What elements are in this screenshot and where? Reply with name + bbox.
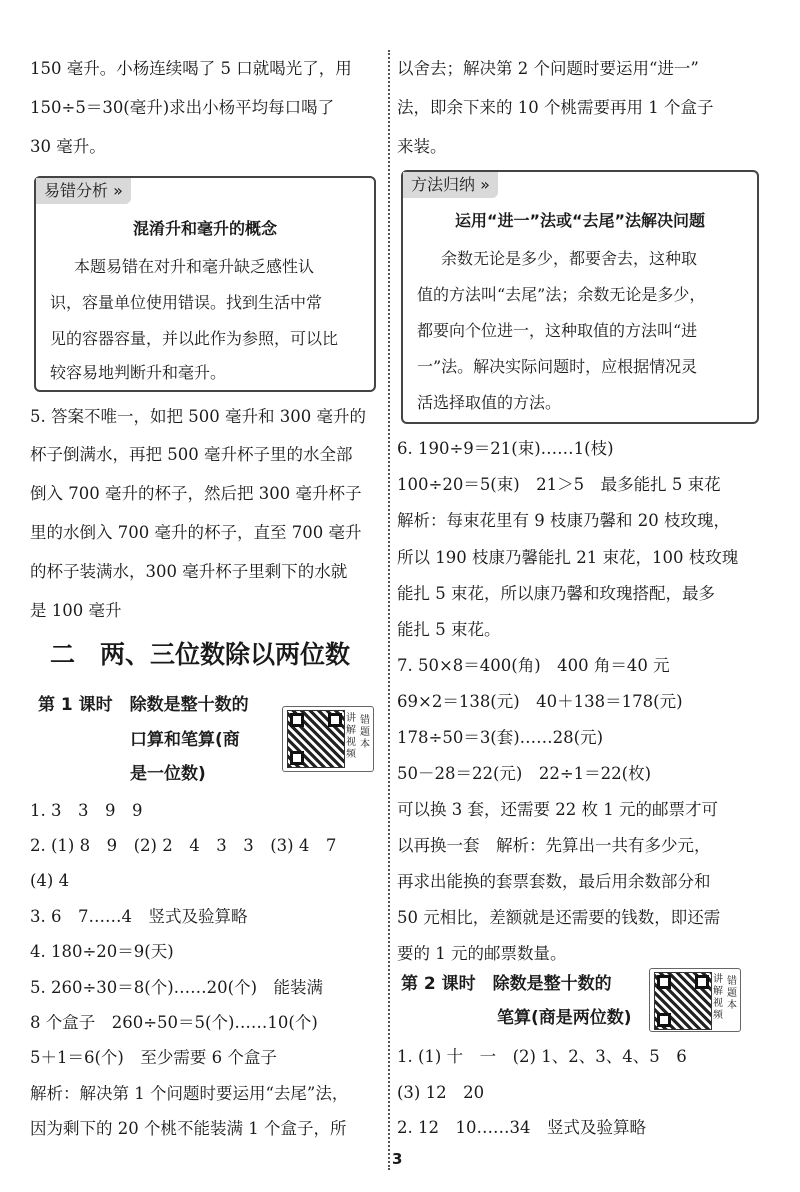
qr-label: 错 题 本 [727, 976, 737, 1011]
answer-line: 5. 260÷30＝8(个)……20(个) 能装满 [30, 978, 324, 997]
answer-line: 要的 1 元的邮票数量。 [397, 944, 567, 963]
box-text-line: 一”法。解决实际问题时，应根据情况灵 [417, 357, 698, 376]
answer-line: 能扎 5 束花，所以康乃馨和玫瑰搭配，最多 [397, 584, 715, 603]
box-text-line: 较容易地判断升和毫升。 [50, 363, 227, 382]
text-line: 以舍去；解决第 2 个问题时要运用“进一” [397, 59, 699, 78]
page-number: 3 [392, 1150, 403, 1168]
section-title: 二 两、三位数除以两位数 [50, 640, 351, 669]
answer-line: 杯子倒满水，再把 500 毫升杯子里的水全部 [30, 445, 353, 464]
answer-line: 再求出能换的套票套数，最后用余数部分和 [397, 872, 711, 891]
box-text-line: 识，容量单位使用错误。找到生活中常 [50, 293, 323, 312]
answer-line: 倒入 700 毫升的杯子，然后把 300 毫升杯子 [30, 484, 362, 503]
lesson-title: 笔算(商是两位数) [497, 1008, 632, 1028]
answer-line: (3) 12 20 [397, 1083, 485, 1102]
qr-code-icon[interactable] [654, 972, 712, 1030]
answer-line: 6. 190÷9＝21(束)……1(枝) [397, 439, 614, 458]
answer-line: 是 100 毫升 [30, 601, 122, 620]
answer-line: 5. 答案不唯一，如把 500 毫升和 300 毫升的 [30, 407, 366, 426]
box-text-line: 值的方法叫“去尾”法；余数无论是多少， [417, 285, 706, 304]
answer-line: 5＋1＝6(个) 至少需要 6 个盒子 [30, 1048, 277, 1067]
answer-line: 100÷20＝5(束) 21＞5 最多能扎 5 束花 [397, 475, 721, 494]
answer-line: 2. 12 10……34 竖式及验算略 [397, 1118, 646, 1137]
answer-line: 4. 180÷20＝9(天) [30, 942, 174, 961]
box-text-line: 活选择取值的方法。 [417, 393, 562, 412]
box-text-line: 都要向个位进一，这种取值的方法叫“进 [417, 321, 698, 340]
answer-line: 1. 3 3 9 9 [30, 801, 143, 820]
answer-line: 能扎 5 束花。 [397, 620, 501, 639]
error-analysis-tag: 易错分析 » [36, 178, 131, 204]
lesson-title: 第 1 课时 除数是整十数的 [38, 695, 249, 715]
method-summary-box [401, 170, 759, 424]
text-line: 150÷5＝30(毫升)求出小杨平均每口喝了 [30, 98, 335, 117]
lesson-title: 是一位数) [130, 764, 206, 784]
box-text-line: 本题易错在对升和毫升缺乏感性认 [74, 257, 315, 276]
answer-line: 解析：每束花里有 9 枝康乃馨和 20 枝玫瑰， [397, 511, 730, 530]
qr-code-panel[interactable] [649, 968, 741, 1032]
lesson-title: 口算和笔算(商 [130, 730, 240, 750]
answer-line: 因为剩下的 20 个桃不能装满 1 个盒子，所 [30, 1119, 347, 1138]
qr-label: 讲 解 视 频 [713, 974, 723, 1021]
method-summary-tag: 方法归纳 » [403, 172, 498, 198]
text-line: 法，即余下来的 10 个桃需要再用 1 个盒子 [397, 98, 714, 117]
text-line: 来装。 [397, 137, 447, 156]
answer-line: 可以换 3 套，还需要 22 枚 1 元的邮票才可 [397, 800, 718, 819]
answer-line: 1. (1) 十 一 (2) 1、2、3、4、5 6 [397, 1047, 687, 1066]
qr-label: 错 题 本 [360, 715, 370, 750]
qr-label: 讲 解 视 频 [346, 713, 356, 760]
answer-line: 178÷50＝3(套)……28(元) [397, 728, 604, 747]
qr-code-panel[interactable] [282, 706, 374, 772]
answer-line: 所以 190 枝康乃馨能扎 21 束花，100 枝玫瑰 [397, 548, 739, 567]
answer-line: 50－28＝22(元) 22÷1＝22(枚) [397, 764, 652, 783]
text-line: 30 毫升。 [30, 137, 106, 156]
box-text-line: 余数无论是多少，都要舍去，这种取 [441, 249, 698, 268]
answer-line: 以再换一套 解析：先算出一共有多少元， [397, 836, 711, 855]
error-analysis-box [34, 176, 376, 392]
answer-line: (4) 4 [30, 871, 70, 890]
answer-line: 解析：解决第 1 个问题时要运用“去尾”法， [30, 1084, 349, 1103]
answer-line: 7. 50×8＝400(角) 400 角＝40 元 [397, 656, 670, 675]
answer-line: 的杯子装满水，300 毫升杯子里剩下的水就 [30, 562, 348, 581]
qr-code-icon[interactable] [287, 710, 345, 768]
answer-line: 8 个盒子 260÷50＝5(个)……10(个) [30, 1013, 318, 1032]
answer-line: 里的水倒入 700 毫升的杯子，直至 700 毫升 [30, 523, 362, 542]
method-summary-title: 运用“进一”法或“去尾”法解决问题 [454, 211, 706, 230]
answer-line: 3. 6 7……4 竖式及验算略 [30, 907, 248, 926]
box-text-line: 见的容器容量，并以此作为参照，可以比 [50, 329, 339, 348]
answer-line: 2. (1) 8 9 (2) 2 4 3 3 (3) 4 7 [30, 836, 337, 855]
answer-line: 50 元相比，差额就是还需要的钱数，即还需 [397, 908, 721, 927]
error-analysis-title: 混淆升和毫升的概念 [132, 219, 277, 238]
column-divider [388, 50, 390, 1170]
lesson-title: 第 2 课时 除数是整十数的 [401, 974, 612, 994]
text-line: 150 毫升。小杨连续喝了 5 口就喝光了，用 [30, 59, 352, 78]
answer-line: 69×2＝138(元) 40＋138＝178(元) [397, 692, 683, 711]
